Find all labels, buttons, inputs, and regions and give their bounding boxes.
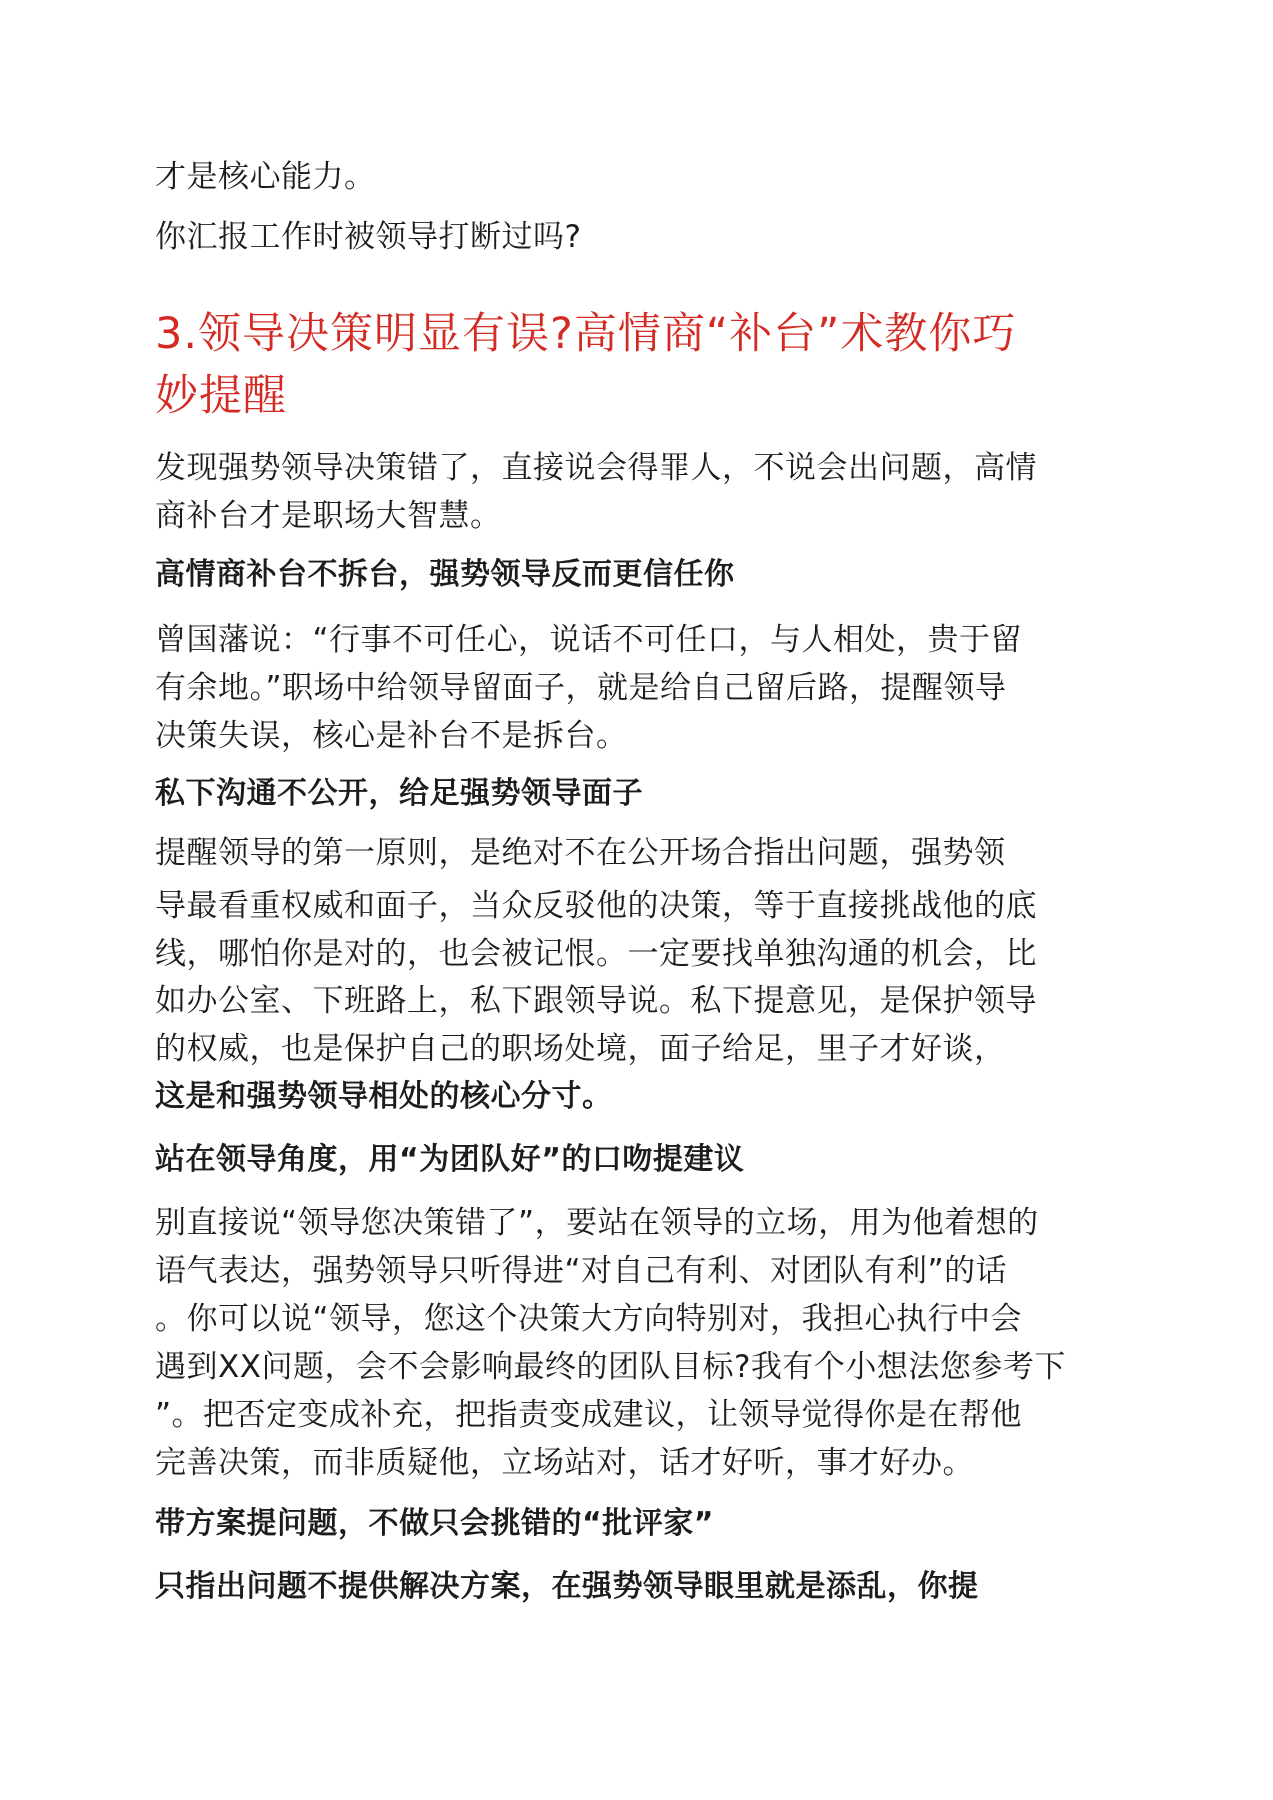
paragraph-2-emphasis: 这是和强势领导相处的核心分寸。 bbox=[155, 1079, 613, 1114]
paragraph-2-line-4: 如办公室、下班路上，私下跟领导说。私下提意见，是保护领导 bbox=[155, 983, 1037, 1019]
paragraph-1-line-2: 有余地。”职场中给领导留面子，就是给自己留后路，提醒领导 bbox=[155, 670, 1007, 706]
subheading-2: 私下沟通不公开，给足强势领导面子 bbox=[155, 776, 643, 811]
section-heading-line-1: 3.领导决策明显有误?高情商“补台”术教你巧 bbox=[155, 309, 1017, 359]
paragraph-3-line-6: 完善决策，而非质疑他，立场站对，话才好听，事才好办。 bbox=[155, 1445, 974, 1481]
intro-line-1: 才是核心能力。 bbox=[155, 159, 376, 195]
lead-paragraph-line-2: 商补台才是职场大智慧。 bbox=[155, 498, 502, 534]
paragraph-3-line-2: 语气表达，强势领导只听得进“对自己有利、对团队有利”的话 bbox=[155, 1253, 1008, 1289]
paragraph-3-line-5: ”。把否定变成补充，把指责变成建议，让领导觉得你是在帮他 bbox=[155, 1397, 1023, 1433]
subheading-3: 站在领导角度，用“为团队好”的口吻提建议 bbox=[155, 1142, 745, 1177]
paragraph-2-line-1: 提醒领导的第一原则，是绝对不在公开场合指出问题，强势领 bbox=[155, 835, 1006, 871]
paragraph-1-line-3: 决策失误，核心是补台不是拆台。 bbox=[155, 718, 628, 754]
paragraph-3-line-3: 。你可以说“领导，您这个决策大方向特别对，我担心执行中会 bbox=[155, 1301, 1023, 1337]
lead-paragraph-line-1: 发现强势领导决策错了，直接说会得罪人，不说会出问题，高情 bbox=[155, 450, 1037, 486]
paragraph-2-line-3: 线，哪怕你是对的，也会被记恨。一定要找单独沟通的机会，比 bbox=[155, 936, 1037, 972]
intro-line-2: 你汇报工作时被领导打断过吗? bbox=[155, 219, 582, 255]
paragraph-4-line-1: 只指出问题不提供解决方案，在强势领导眼里就是添乱，你提 bbox=[155, 1569, 979, 1604]
subheading-1: 高情商补台不拆台，强势领导反而更信任你 bbox=[155, 557, 735, 592]
paragraph-1-line-1: 曾国藩说：“行事不可任心，说话不可任口，与人相处，贵于留 bbox=[155, 622, 1023, 658]
section-heading-line-2: 妙提醒 bbox=[155, 371, 287, 421]
paragraph-2-line-5: 的权威，也是保护自己的职场处境，面子给足，里子才好谈， bbox=[155, 1031, 1006, 1067]
subheading-4: 带方案提问题，不做只会挑错的“批评家” bbox=[155, 1506, 714, 1541]
paragraph-3-line-1: 别直接说“领导您决策错了”，要站在领导的立场，用为他着想的 bbox=[155, 1205, 1039, 1241]
paragraph-2-line-2: 导最看重权威和面子，当众反驳他的决策，等于直接挑战他的底 bbox=[155, 888, 1037, 924]
paragraph-3-line-4: 遇到XX问题，会不会影响最终的团队目标?我有个小想法您参考下 bbox=[155, 1349, 1066, 1385]
